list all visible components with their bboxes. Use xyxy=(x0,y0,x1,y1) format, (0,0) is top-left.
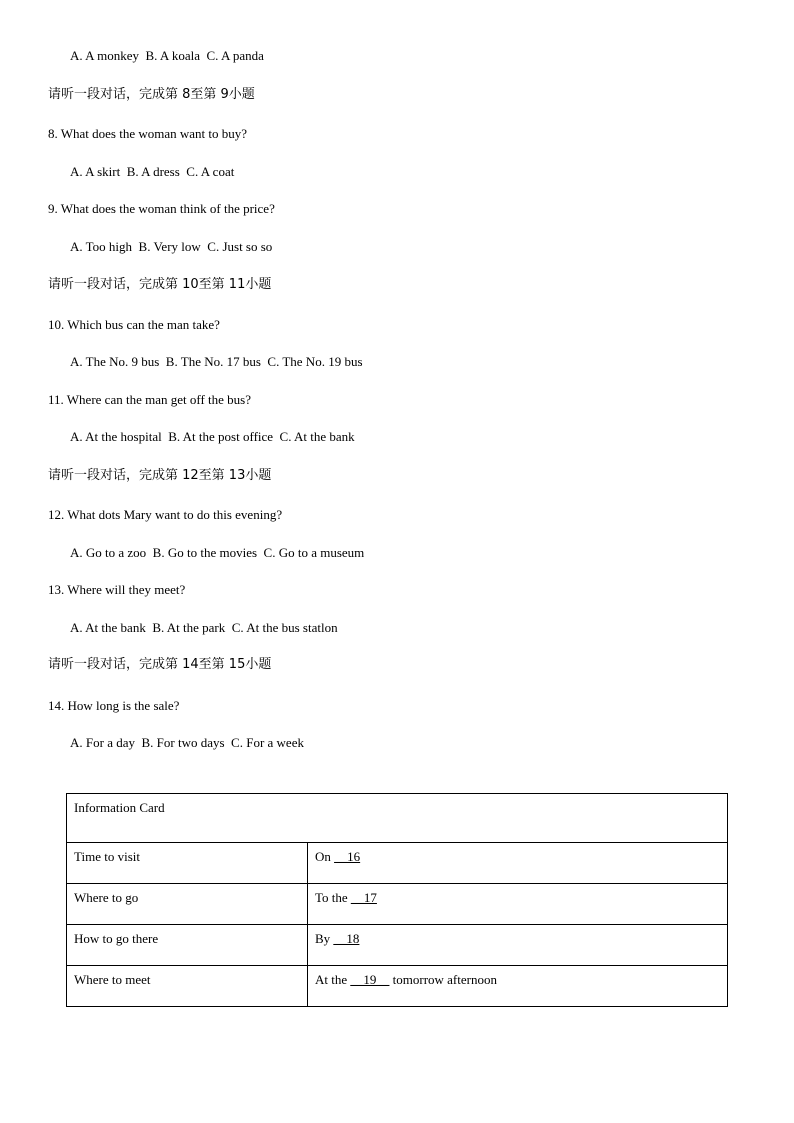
card-title: Information Card xyxy=(67,794,728,843)
option-line: A. A monkey B. A koala C. A panda xyxy=(70,48,264,63)
option-line: A. The No. 9 bus B. The No. 17 bus C. The No. 19 bus xyxy=(70,354,363,369)
information-card-table xyxy=(66,793,728,1007)
question-9: 9. What does the woman think of the price? xyxy=(48,201,275,216)
question-11: 11. Where can the man get off the bus? xyxy=(48,392,251,407)
option-line: A. A skirt B. A dress C. A coat xyxy=(70,164,235,179)
option-line: A. At the bank B. At the park C. At the bus statlon xyxy=(70,620,338,635)
value-prefix: At the xyxy=(315,972,351,987)
table-row xyxy=(67,966,728,1007)
row-label: Where to meet xyxy=(67,966,308,1007)
question-10: 10. Which bus can the man take? xyxy=(48,317,220,332)
value-suffix: tomorrow afternoon xyxy=(389,972,497,987)
card-header-row xyxy=(67,794,728,843)
row-label: Time to visit xyxy=(67,843,308,884)
row-value xyxy=(308,843,728,884)
answer-blank-18: __18 xyxy=(333,931,360,946)
row-value xyxy=(308,884,728,925)
row-value xyxy=(308,925,728,966)
row-label: Where to go xyxy=(67,884,308,925)
question-13: 13. Where will they meet? xyxy=(48,582,186,597)
section-instruction: 请听一段对话，完成第 14至第 15小题 xyxy=(48,657,272,672)
option-line: A. For a day B. For two days C. For a week xyxy=(70,735,304,750)
option-line: A. Go to a zoo B. Go to the movies C. Go to a museum xyxy=(70,545,365,560)
option-line: A. Too high B. Very low C. Just so so xyxy=(70,239,273,254)
section-instruction: 请听一段对话，完成第 12至第 13小题 xyxy=(48,468,272,483)
question-14: 14. How long is the sale? xyxy=(48,698,180,713)
answer-blank-19: __19__ xyxy=(350,972,390,987)
question-12: 12. What dots Mary want to do this evening? xyxy=(48,507,283,522)
value-prefix: To the xyxy=(315,890,351,905)
section-instruction: 请听一段对话，完成第 8至第 9小题 xyxy=(48,87,255,102)
answer-blank-16: __16 xyxy=(334,849,361,864)
option-line: A. At the hospital B. At the post office C. At the bank xyxy=(70,429,355,444)
row-value xyxy=(308,966,728,1007)
table-row xyxy=(67,925,728,966)
question-8: 8. What does the woman want to buy? xyxy=(48,126,248,141)
table-row xyxy=(67,884,728,925)
section-instruction: 请听一段对话，完成第 10至第 11小题 xyxy=(48,277,272,292)
row-label: How to go there xyxy=(67,925,308,966)
value-prefix: On xyxy=(315,849,335,864)
value-prefix: By xyxy=(315,931,334,946)
table-row xyxy=(67,843,728,884)
answer-blank-17: __17 xyxy=(350,890,377,905)
